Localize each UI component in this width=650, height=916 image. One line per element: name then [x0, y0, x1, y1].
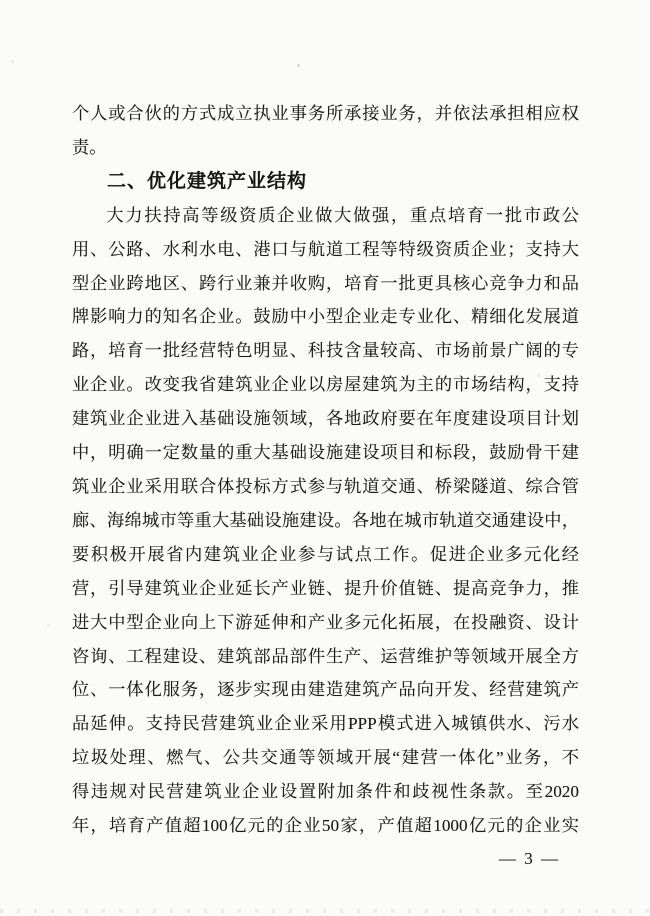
text-line: 咨询、工程建设、建筑部品部件生产、运营维护等领域开展全方 [72, 646, 579, 666]
scan-speckle [297, 64, 300, 67]
scan-noise [0, 909, 650, 913]
document-text-block [72, 97, 579, 843]
text-line: 品延伸。支持民营建筑业企业采用PPP模式进入城镇供水、污水 [72, 714, 579, 734]
text-line: 型企业跨地区、跨行业兼并收购，培育一批更具核心竞争力和品 [72, 273, 579, 293]
text-line: 位、一体化服务，逐步实现由建造建筑产品向开发、经营建筑产 [72, 680, 579, 700]
text-line: 得违规对民营建筑业企业设置附加条件和歧视性条款。至2020 [72, 782, 579, 802]
text-line: 业企业。改变我省建筑业企业以房屋建筑为主的市场结构，支持 [72, 375, 579, 395]
text-line: 营，引导建筑业企业延长产业链、提升价值链、提高竞争力，推 [72, 578, 579, 598]
section-heading: 二、优化建筑产业结构 [107, 170, 308, 192]
text-line: 牌影响力的知名企业。鼓励中小型企业走专业化、精细化发展道 [72, 307, 579, 327]
text-line: 用、公路、水利水电、港口与航道工程等特级资质企业；支持大 [72, 239, 579, 259]
text-line: 要积极开展省内建筑业企业参与试点工作。促进企业多元化经 [72, 544, 579, 564]
text-line: 路，培育一批经营特色明显、科技含量较高、市场前景广阔的专 [72, 341, 579, 361]
text-line: 垃圾处理、燃气、公共交通等领域开展“建营一体化”业务，不 [72, 748, 579, 768]
text-line: 廊、海绵城市等重大基础设施建设。各地在城市轨道交通建设中， [72, 510, 579, 530]
text-line: 大力扶持高等级资质企业做大做强，重点培育一批市政公 [106, 205, 579, 225]
text-line: 筑业企业采用联合体投标方式参与轨道交通、桥梁隧道、综合管 [72, 476, 579, 496]
text-line: 个人或合伙的方式成立执业事务所承接业务，并依法承担相应权 [72, 104, 579, 123]
page-number: — 3 — [499, 849, 560, 868]
text-line: 进大中型企业向上下游延伸和产业多元化拓展，在投融资、设计 [72, 612, 579, 632]
text-line: 建筑业企业进入基础设施领域，各地政府要在年度建设项目计划 [72, 409, 579, 429]
text-line: 中，明确一定数量的重大基础设施建设项目和标段，鼓励骨干建 [72, 443, 579, 463]
text-line: 年，培育产值超100亿元的企业50家，产值超1000亿元的企业实 [72, 816, 579, 836]
text-line: 责。 [72, 137, 107, 157]
